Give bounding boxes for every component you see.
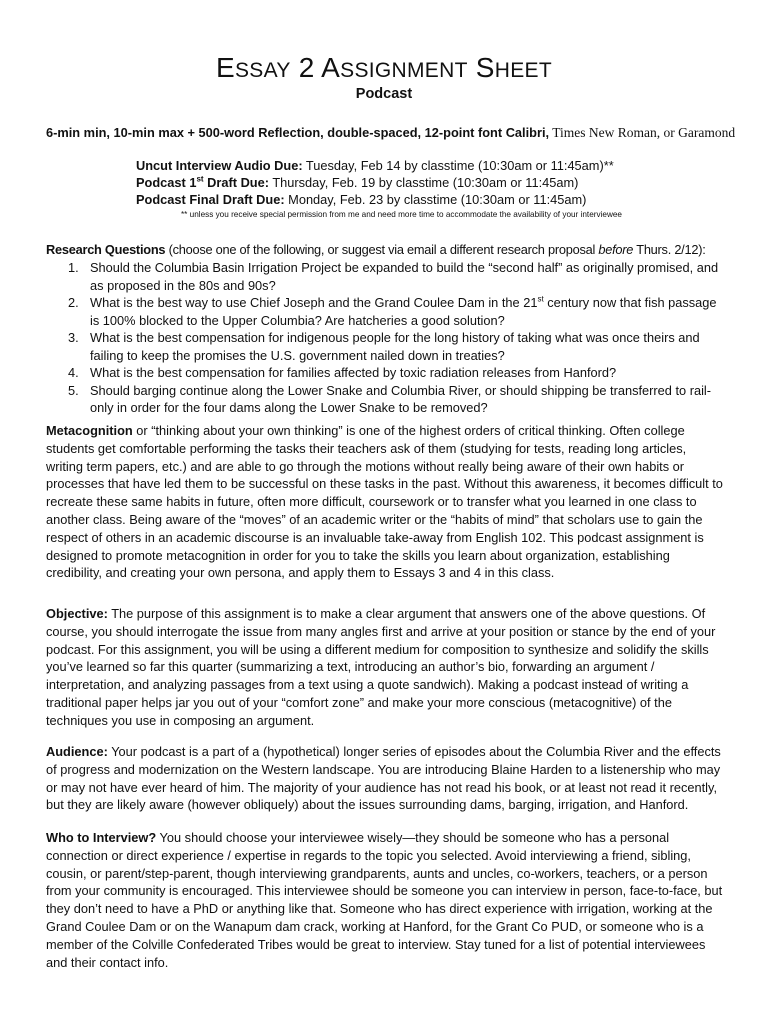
title-part: SSIGNMENT — [340, 59, 468, 82]
list-item — [46, 259, 726, 294]
section-text: or “thinking about your own thinking” is one of the highest orders of critical thinking. Often college students get comfortable performing the tasks their teachers ask of them (studying for tests, reading long articles, writing term papers, etc.) and are able to go through the motions without really being aware of their own habits or processes that have led them to be successful on these tasks in the past. Without this awareness, it becomes difficult to recreate these same habits in future, often more difficult, coursework or to transfer what you learned in one class to another class. Being aware of the “moves” of an academic writer or the “habits of mind” that scholars use to gain the respect of others in an academic discourse is an invaluable take-away from English 102. This podcast assignment is designed to promote metacognition in order for you to take the skills you learn about organization, establishing credibility, and creating your own persona, and apply them to Essays 3 and 4 in this class. — [46, 423, 723, 581]
objective-paragraph — [46, 605, 724, 730]
list-item — [46, 329, 726, 364]
list-number: 3. — [68, 330, 79, 345]
audience-paragraph — [46, 743, 724, 814]
list-item — [46, 382, 726, 417]
due-date-label: Uncut Interview Audio Due: — [136, 158, 303, 173]
list-text: What is the best compensation for families affected by toxic radiation releases from Hanford? — [90, 365, 617, 380]
requirements-fonts: Times New Roman, or Garamond — [549, 125, 736, 140]
list-number: 5. — [68, 382, 79, 398]
list-text: What is the best compensation for indigenous people for the long history of taking what was once theirs and failing to keep the promises the U.S. government nailed down in treaties? — [90, 330, 700, 363]
section-label: Research Questions — [46, 242, 166, 257]
page-title — [0, 48, 768, 91]
section-text: The purpose of this assignment is to make a clear argument that answers one of the above questions. Of course, you should interrogate the issue from many angles first and arrive at your position or stance by the end of your podcast. For this assignment, you will be using a different medium for composition to synthesize and solidify the skills you’ve learned so far this quarter (summarizing a text, introducing an author’s bio, forwarding an argument / interpretation, and analyzing passages from a text using a quote sandwich). Making a podcast instead of writing a traditional paper helps jar you out of your “comfort zone” and make your more conscious (metacognitive) of the techniques you use in composing an argument. — [46, 606, 716, 728]
label-text: Podcast 1 — [136, 175, 197, 190]
due-date-footnote: ** unless you receive special permission from me and need more time to accommodate the availability of your interviewee — [181, 210, 622, 219]
title-part: HEET — [494, 59, 552, 82]
section-text: (choose one of the following, or suggest via email a different research proposal — [165, 242, 599, 257]
due-date-value: Thursday, Feb. 19 by classtime (10:30am or 11:45am) — [269, 175, 579, 190]
section-text: You should choose your interviewee wisely—they should be someone who has a personal connection or direct experience / expertise in regards to the topic you selected. Avoid interviewing a friend, sibling, cousin, or parent/step-parent, though interviewing grandparents, aunts and uncles, co-workers, teachers, or a person from your community is encouraged. This interviewee should be someone you can interview in person, face-to-face, but they don’t need to have a PhD or anything like that. Someone who has direct experience with irrigation, working at the Grand Coulee Dam or on the Wanapum dam crack, working at Hanford, for the Grant Co PUD, or someone who is a member of the Colville Confederated Tribes would be great to interview. Stay tuned for a list of potential interviewees and their contact info. — [46, 830, 723, 970]
list-text: Should the Columbia Basin Irrigation Project be expanded to build the “second half” as originally promised, and as proposed in the 80s and 90s? — [90, 260, 719, 293]
list-text: century now that fish passage is 100% blocked to the Upper Columbia? Are hatcheries a good solution? — [90, 295, 717, 328]
due-date-final — [136, 191, 614, 208]
due-date-label: Podcast Final Draft Due: — [136, 192, 285, 207]
label-sup: st — [196, 174, 204, 184]
list-number: 2. — [68, 295, 79, 310]
section-label: Metacognition — [46, 423, 133, 438]
label-text: Draft Due: — [203, 175, 270, 190]
metacognition-paragraph — [46, 422, 724, 582]
title-part: 2 — [290, 52, 322, 83]
section-label: Objective: — [46, 606, 108, 621]
list-text: What is the best way to use Chief Joseph and the Grand Coulee Dam in the 21 — [90, 295, 538, 310]
section-text: Your podcast is a part of a (hypothetical) longer series of episodes about the Columbia River and the effects of progress and modernization on the Western landscape. You are introducing Blaine Harden to a listenership who may or may not have ever heard of him. The majority of your audience has not read his book, or at least not read it recently, but they are likely aware (however obliquely) about the issues surrounding dams, barging, irrigation, and Hanford. — [46, 744, 721, 813]
list-sup: st — [537, 294, 544, 304]
list-number: 1. — [68, 260, 79, 275]
due-date-draft — [136, 174, 614, 191]
due-date-label — [136, 175, 269, 190]
title-part: A — [321, 52, 341, 83]
list-item — [46, 364, 726, 382]
due-date-uncut — [136, 157, 614, 174]
list-item — [46, 294, 726, 329]
due-date-value: Tuesday, Feb 14 by classtime (10:30am or 11:45am)** — [302, 158, 614, 173]
page-subtitle: Podcast — [355, 86, 413, 102]
requirements-line — [46, 124, 746, 142]
list-text: Should barging continue along the Lower Snake and Columbia River, or should shipping be transferred to rail-only in order for the four dams along the Lower Snake to be removed? — [90, 382, 712, 415]
title-part: SSAY — [235, 59, 291, 82]
due-date-value: Monday, Feb. 23 by classtime (10:30am or 11:45am) — [284, 192, 587, 207]
research-questions-list — [46, 259, 726, 417]
interview-paragraph — [46, 829, 724, 971]
title-part: S — [467, 52, 495, 83]
due-dates — [136, 157, 614, 208]
list-number: 4. — [68, 365, 79, 380]
requirements-main: 6-min min, 10-min max + 500-word Reflection, double-spaced, 12-point font Calibri, — [46, 125, 550, 140]
section-label: Audience: — [46, 744, 108, 759]
title-part: E — [216, 52, 235, 83]
section-text: Thurs. 2/12): — [633, 242, 706, 257]
section-label: Who to Interview? — [46, 830, 157, 845]
emphasis-text: before — [598, 242, 634, 257]
research-questions-intro — [46, 241, 736, 259]
